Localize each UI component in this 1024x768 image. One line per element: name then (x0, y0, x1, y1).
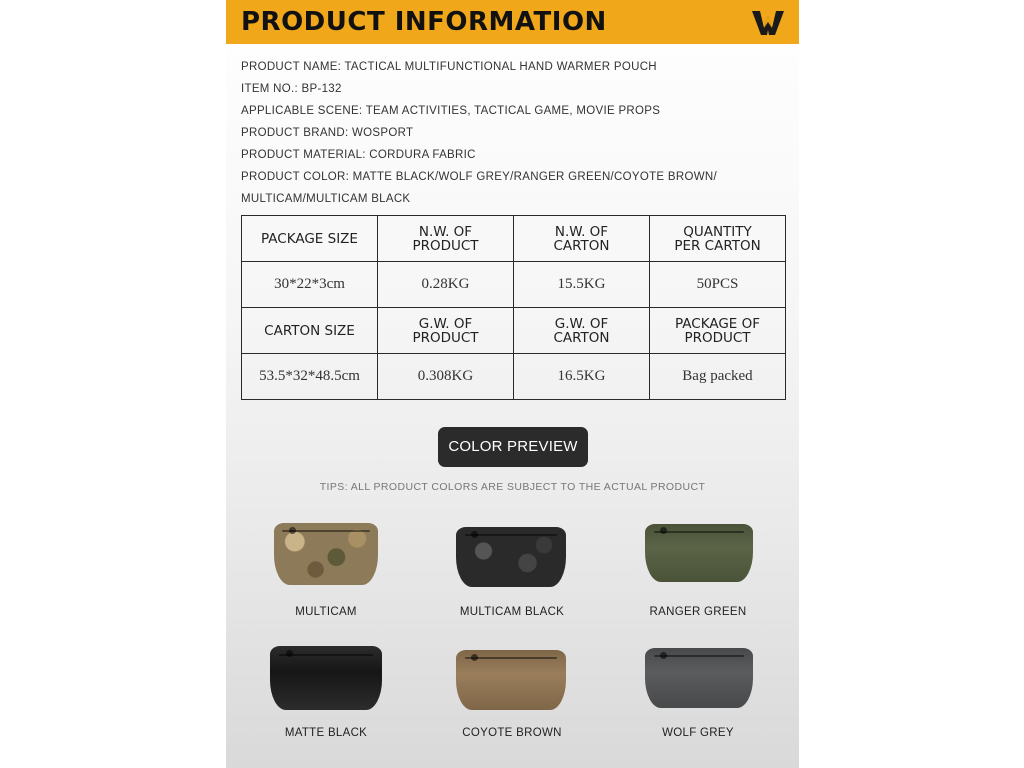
spec-header-cell: N.W. OF CARTON (514, 216, 650, 262)
spec-table (241, 215, 786, 400)
info-product-name: PRODUCT NAME: TACTICAL MULTIFUNCTIONAL HAND WARMER POUCH (241, 61, 657, 73)
spec-header-cell: PACKAGE OF PRODUCT (650, 308, 786, 354)
spec-value-cell: 0.28KG (378, 262, 514, 308)
swatch-label: MULTICAM BLACK (459, 606, 565, 618)
info-product-color: PRODUCT COLOR: MATTE BLACK/WOLF GREY/RANGER GREEN/COYOTE BROWN/ (241, 171, 717, 183)
spec-header-row (242, 308, 786, 354)
header-banner (226, 0, 799, 44)
spec-header-row (242, 216, 786, 262)
spec-header-cell: CARTON SIZE (242, 308, 378, 354)
info-product-color-cont: MULTICAM/MULTICAM BLACK (241, 193, 411, 205)
swatch-label: RANGER GREEN (649, 606, 747, 618)
pouch-image (645, 524, 753, 582)
color-tips: TIPS: ALL PRODUCT COLORS ARE SUBJECT TO THE ACTUAL PRODUCT (319, 481, 706, 493)
spec-header-cell: N.W. OF PRODUCT (378, 216, 514, 262)
pouch-image (645, 648, 753, 708)
spec-value-cell: 50PCS (650, 262, 786, 308)
spec-value-cell: 30*22*3cm (242, 262, 378, 308)
wosport-w-logo-icon (750, 8, 786, 38)
spec-header-cell: PACKAGE SIZE (242, 216, 378, 262)
swatch-label: MATTE BLACK (284, 727, 368, 739)
swatch-multicam-black[interactable] (426, 520, 598, 625)
spec-header-cell: G.W. OF CARTON (514, 308, 650, 354)
page-title: PRODUCT INFORMATION (241, 7, 607, 37)
pouch-image (456, 650, 566, 710)
swatch-multicam[interactable] (240, 520, 412, 625)
swatch-coyote-brown[interactable] (426, 642, 598, 747)
pouch-image (456, 527, 566, 587)
spec-value-row (242, 262, 786, 308)
spec-value-cell: Bag packed (650, 354, 786, 400)
product-poster (226, 0, 799, 768)
spec-value-cell: 53.5*32*48.5cm (242, 354, 378, 400)
pouch-image (274, 523, 378, 585)
swatch-label: MULTICAM (295, 606, 357, 618)
spec-value-cell: 15.5KG (514, 262, 650, 308)
swatch-label: WOLF GREY (662, 727, 734, 739)
spec-header-cell: G.W. OF PRODUCT (378, 308, 514, 354)
swatch-label: COYOTE BROWN (462, 727, 562, 739)
swatch-wolf-grey[interactable] (612, 642, 784, 747)
swatch-matte-black[interactable] (240, 642, 412, 747)
spec-value-row (242, 354, 786, 400)
swatch-ranger-green[interactable] (612, 520, 784, 625)
pouch-image (270, 646, 382, 710)
info-applicable-scene: APPLICABLE SCENE: TEAM ACTIVITIES, TACTICAL GAME, MOVIE PROPS (241, 105, 661, 117)
spec-value-cell: 16.5KG (514, 354, 650, 400)
info-product-brand: PRODUCT BRAND: WOSPORT (241, 127, 414, 139)
spec-value-cell: 0.308KG (378, 354, 514, 400)
color-preview-button[interactable]: COLOR PREVIEW (438, 427, 588, 467)
info-product-material: PRODUCT MATERIAL: CORDURA FABRIC (241, 149, 476, 161)
info-item-no: ITEM NO.: BP-132 (241, 83, 342, 95)
product-info-list (241, 58, 791, 212)
spec-header-cell: QUANTITY PER CARTON (650, 216, 786, 262)
